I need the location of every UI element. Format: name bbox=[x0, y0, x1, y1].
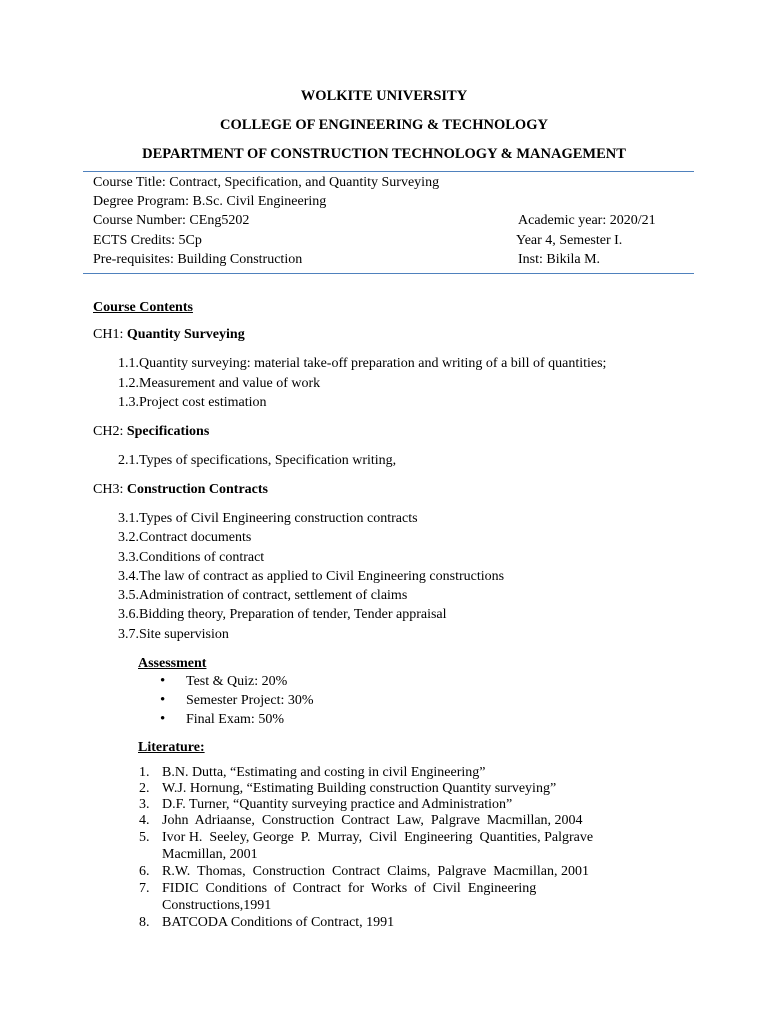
literature-number: 2. bbox=[139, 781, 150, 796]
degree-program: Degree Program: B.Sc. Civil Engineering bbox=[93, 194, 327, 209]
list-item: 2.1.Types of specifications, Specification writing, bbox=[118, 453, 397, 468]
assessment-item: Test & Quiz: 20% bbox=[186, 674, 288, 689]
bullet-icon bbox=[160, 711, 168, 728]
assessment-heading: Assessment bbox=[138, 656, 207, 671]
prerequisites: Pre-requisites: Building Construction bbox=[93, 252, 303, 267]
chapter-title: Construction Contracts bbox=[126, 482, 268, 497]
header-rule-bottom bbox=[83, 273, 694, 274]
course-number: Course Number: CEng5202 bbox=[93, 213, 250, 228]
year-semester: Year 4, Semester I. bbox=[516, 233, 623, 248]
college-title: COLLEGE OF ENGINEERING & TECHNOLOGY bbox=[220, 117, 548, 133]
list-item: 1.2.Measurement and value of work bbox=[118, 376, 321, 391]
list-item: 3.7.Site supervision bbox=[118, 627, 229, 642]
literature-item-continued: Macmillan, 2001 bbox=[162, 847, 258, 862]
list-item: 3.1.Types of Civil Engineering construction contracts bbox=[118, 511, 418, 526]
literature-number: 5. bbox=[139, 830, 150, 845]
department-title: DEPARTMENT OF CONSTRUCTION TECHNOLOGY & MANAGEMENT bbox=[142, 146, 626, 162]
list-item: 1.1.Quantity surveying: material take-off preparation and writing of a bill of quantities; bbox=[118, 356, 607, 371]
literature-number: 4. bbox=[139, 813, 150, 828]
assessment-item: Semester Project: 30% bbox=[186, 693, 314, 708]
chapter-prefix: CH1: bbox=[93, 327, 127, 342]
list-item: 3.4.The law of contract as applied to Civil Engineering constructions bbox=[118, 569, 505, 584]
instructor: Inst: Bikila M. bbox=[518, 252, 601, 267]
list-item: 3.3.Conditions of contract bbox=[118, 550, 265, 565]
list-item: 3.6.Bidding theory, Preparation of tender, Tender appraisal bbox=[118, 607, 447, 622]
chapter-1-heading bbox=[93, 327, 245, 343]
literature-number: 1. bbox=[139, 765, 150, 780]
literature-number: 6. bbox=[139, 864, 150, 879]
course-contents-heading: Course Contents bbox=[93, 300, 193, 315]
chapter-3-heading bbox=[93, 482, 268, 498]
academic-year: Academic year: 2020/21 bbox=[518, 213, 656, 228]
literature-number: 3. bbox=[139, 797, 150, 812]
literature-item: R.W. Thomas, Construction Contract Claims, Palgrave Macmillan, 2001 bbox=[162, 864, 589, 879]
literature-item: BATCODA Conditions of Contract, 1991 bbox=[162, 915, 395, 930]
course-title: Course Title: Contract, Specification, and Quantity Surveying bbox=[93, 175, 440, 190]
ects-credits: ECTS Credits: 5Cp bbox=[93, 233, 202, 248]
literature-item: FIDIC Conditions of Contract for Works of Civil Engineering bbox=[162, 881, 537, 896]
assessment-item: Final Exam: 50% bbox=[186, 712, 284, 727]
chapter-title: Quantity Surveying bbox=[126, 327, 245, 342]
literature-item: Ivor H. Seeley, George P. Murray, Civil Engineering Quantities, Palgrave bbox=[162, 830, 594, 845]
literature-item: D.F. Turner, “Quantity surveying practice and Administration” bbox=[162, 797, 513, 812]
literature-item: John Adriaanse, Construction Contract Law, Palgrave Macmillan, 2004 bbox=[162, 813, 583, 828]
chapter-2-heading bbox=[93, 424, 209, 440]
chapter-prefix: CH2: bbox=[93, 424, 127, 439]
literature-number: 7. bbox=[139, 881, 150, 896]
literature-item: B.N. Dutta, “Estimating and costing in civil Engineering” bbox=[162, 765, 486, 780]
bullet-icon bbox=[160, 692, 168, 709]
literature-heading: Literature: bbox=[138, 740, 205, 755]
header-rule-top bbox=[83, 171, 694, 172]
literature-item: W.J. Hornung, “Estimating Building construction Quantity surveying” bbox=[162, 781, 557, 796]
list-item: 3.5.Administration of contract, settlement of claims bbox=[118, 588, 408, 603]
list-item: 1.3.Project cost estimation bbox=[118, 395, 267, 410]
chapter-prefix: CH3: bbox=[93, 482, 127, 497]
chapter-title: Specifications bbox=[126, 424, 210, 439]
literature-item-continued: Constructions,1991 bbox=[162, 898, 272, 913]
bullet-icon bbox=[160, 673, 168, 690]
university-title: WOLKITE UNIVERSITY bbox=[300, 88, 468, 104]
list-item: 3.2.Contract documents bbox=[118, 530, 252, 545]
literature-number: 8. bbox=[139, 915, 150, 930]
